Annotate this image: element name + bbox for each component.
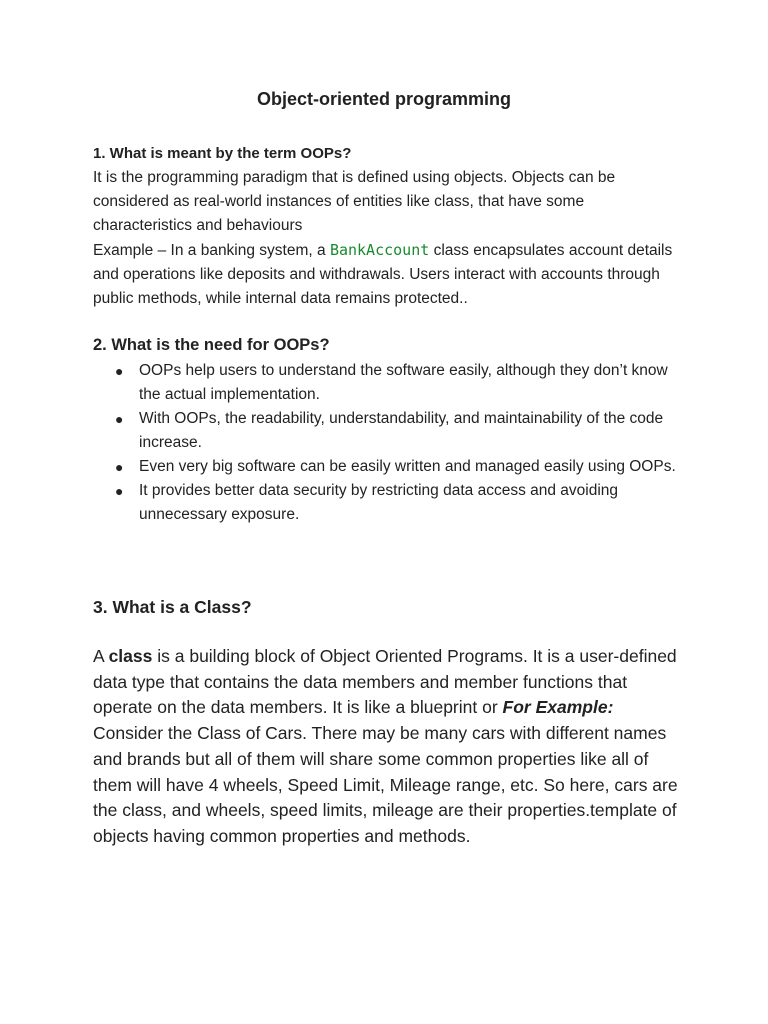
document-title: Object-oriented programming bbox=[256, 89, 512, 109]
list-item bbox=[93, 407, 683, 455]
q3-text-a: A bbox=[93, 646, 109, 666]
list-item-text: Even very big software can be easily written and managed easily using OOPs. bbox=[139, 458, 676, 475]
bullet-icon: ● bbox=[115, 363, 124, 379]
q1-example-code: BankAccount bbox=[329, 241, 430, 259]
section-q2 bbox=[93, 333, 683, 527]
bullet-icon: ● bbox=[115, 459, 124, 475]
list-item bbox=[93, 455, 683, 479]
list-item bbox=[93, 479, 683, 527]
list-item-text: With OOPs, the readability, understandability, and maintainability of the code increase. bbox=[139, 410, 664, 451]
section-q3 bbox=[93, 595, 683, 850]
q3-paragraph bbox=[93, 644, 683, 850]
list-item-text: OOPs help users to understand the software easily, although they don’t know the actual implementation. bbox=[139, 362, 668, 403]
q3-heading: 3. What is a Class? bbox=[93, 597, 252, 617]
q3-class-term: class bbox=[108, 646, 153, 666]
bullet-icon: ● bbox=[115, 483, 124, 499]
q2-heading: 2. What is the need for OOPs? bbox=[93, 336, 330, 354]
q1-example-suffix: class encapsulates account details and operations like deposits and withdrawals. Users interact with accounts through public methods, while internal data remains protected.. bbox=[93, 242, 673, 307]
q1-example bbox=[93, 238, 683, 311]
q2-bullet-list bbox=[93, 359, 683, 527]
q1-example-prefix: Example – In a banking system, a bbox=[93, 242, 330, 259]
q1-heading: 1. What is meant by the term OOPs? bbox=[93, 145, 352, 162]
list-item-text: It provides better data security by restricting data access and avoiding unnecessary exposure. bbox=[139, 482, 619, 523]
bullet-icon: ● bbox=[115, 411, 124, 427]
q3-text-mid: is a building block of Object Oriented Programs. It is a user-defined data type that contains the data members and member functions that operate on the data members. It is like a blueprint or bbox=[93, 646, 677, 718]
q3-for-example: For Example: bbox=[502, 697, 614, 718]
q1-definition: It is the programming paradigm that is defined using objects. Objects can be considered as real-world instances of entities like class, that have some characteristics and behaviours bbox=[93, 169, 616, 234]
section-q1 bbox=[93, 142, 683, 311]
list-item bbox=[93, 359, 683, 407]
q3-text-rest: Consider the Class of Cars. There may be many cars with different names and brands but all of them will share some common properties like all of them will have 4 wheels, Speed Limit, Mileage range, etc. So here, cars are the class, and wheels, speed limits, mileage are their properties.template of objects having common properties and methods. bbox=[93, 723, 678, 846]
